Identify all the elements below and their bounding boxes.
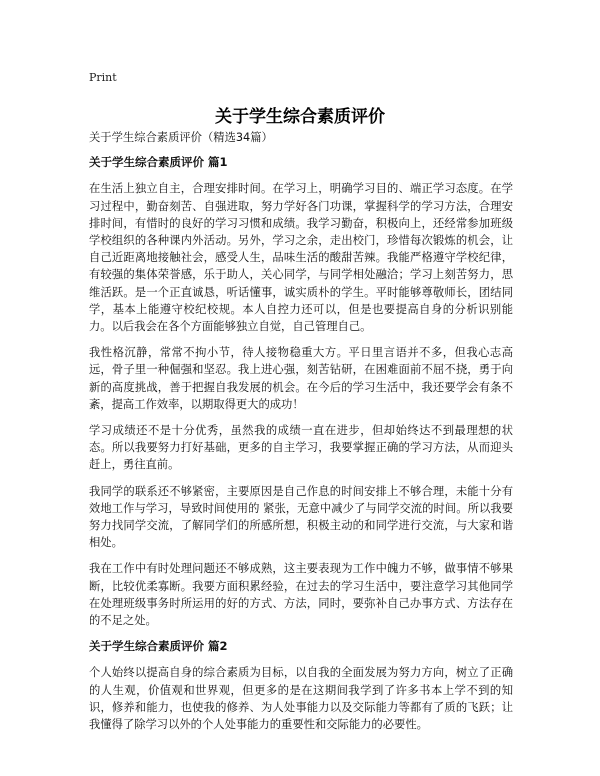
- article-subtitle: 关于学生综合素质评价（精选34篇）: [89, 131, 273, 144]
- paragraph: 我在工作中有时处理问题还不够成熟，这主要表现为工作中魄力不够，做事情不够果断，比较优柔寡断。我要方面积累经验，在过去的学习生活中，要注意学习其他同学在处理班级事务时所运用的好的方式、方法，同时，要弥补自己办事方式、方法存在的不足之处。: [89, 562, 513, 628]
- paragraph: 我同学的联系还不够紧密，主要原因是自己作息的时间安排上不够合理，未能十分有效地工作与学习，导致时间使用的 紧张，无意中减少了与同学交流的时间。所以我要努力找同学交流，了解同学们的所感所想，积极主动的和同学进行交流，与大家和谐相处。: [89, 484, 513, 550]
- print-link[interactable]: Print: [89, 71, 117, 84]
- section-heading-1: 关于学生综合素质评价 篇1: [89, 155, 228, 170]
- paragraph: 个人始终以提高自身的综合素质为目标，以自我的全面发展为努力方向，树立了正确的人生观，价值观和世界观，但更多的是在这期间我学到了许多书本上学不到的知识，修养和能力，也使我的修养、为人处事能力以及交际能力等都有了质的飞跃；让我懂得了除学习以外的个人处事能力的重要性和交际能力的必要性。: [89, 666, 513, 732]
- paragraph: 在生活上独立自主，合理安排时间。在学习上，明确学习目的、端正学习态度。在学习过程中，勤奋刻苦、自强进取，努力学好各门功课，掌握科学的学习方法，合理安排时间，有惜时的良好的学习习惯和成绩。我学习勤奋，积极向上，还经常参加班级学校组织的各种课内外活动。另外，学习之余，走出校门，珍惜每次锻炼的机会，让自己近距离地接触社会，感受人生，品味生活的酸甜苦辣。我能严格遵守学校纪律，有较强的集体荣誉感，乐于助人，关心同学，与同学相处融洽；学习上刻苦努力，思维活跃。是一个正直诚恳，听话懂事，诚实质朴的学生。平时能够尊敬师长，团结同学，基本上能遵守校纪校规。本人自控力还可以，但是也要提高自身的分析识别能力。以后我会在各个方面能够独立自觉，自己管理自己。: [89, 182, 513, 334]
- section-heading-2: 关于学生综合素质评价 篇2: [89, 639, 228, 654]
- article-body: [89, 129, 513, 742]
- paragraph: 我性格沉静，常常不拘小节，待人接物稳重大方。平日里言语并不多，但我心志高远，骨子里一种倔强和坚忍。我上进心强，刻苦钻研，在困难面前不屈不挠，勇于向新的高度挑战，善于把握自我发展的机会。在今后的学习生活中，我还要学会有条不紊，提高工作效率，以期取得更大的成功！: [89, 346, 513, 411]
- page-title: 关于学生综合素质评价: [215, 107, 385, 127]
- paragraph: 学习成绩还不是十分优秀，虽然我的成绩一直在进步，但却始终达不到最理想的状态。所以我要努力打好基础，更多的自主学习，我要掌握正确的学习方法，从而迎头赶上，勇往直前。: [89, 424, 513, 472]
